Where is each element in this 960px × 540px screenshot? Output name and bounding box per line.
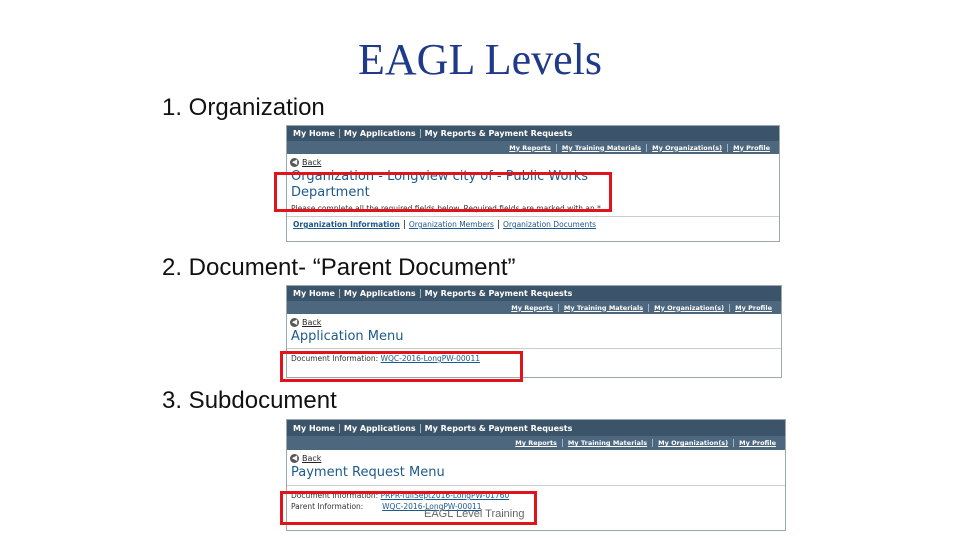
- back-arrow-icon: ◀: [291, 318, 298, 326]
- top-nav: [287, 126, 779, 141]
- back-arrow-icon: ◀: [291, 454, 298, 462]
- tab-organization-documents[interactable]: Organization Documents: [502, 220, 597, 229]
- back-label: Back: [302, 158, 322, 167]
- back-link[interactable]: [287, 154, 779, 167]
- subnav-my-training-materials[interactable]: My Training Materials: [559, 304, 649, 312]
- back-label: Back: [302, 318, 322, 327]
- highlight-box-document: [280, 351, 523, 382]
- nav-my-reports-payment-requests[interactable]: My Reports & Payment Requests: [424, 129, 573, 138]
- subnav-my-training-materials[interactable]: My Training Materials: [563, 439, 653, 447]
- section-heading-subdocument: 3. Subdocument: [162, 387, 337, 414]
- subnav-my-reports[interactable]: My Reports: [510, 439, 563, 447]
- back-label: Back: [302, 454, 322, 463]
- tab-organization-information[interactable]: Organization Information: [289, 220, 405, 229]
- nav-my-home[interactable]: My Home: [289, 289, 340, 298]
- subnav-my-organizations[interactable]: My Organization(s): [649, 304, 730, 312]
- page-heading: Organization - Longview city of - Public Works Department: [291, 169, 589, 200]
- sub-nav: [287, 301, 781, 314]
- subnav-my-profile[interactable]: My Profile: [733, 143, 770, 152]
- document-info-label: Document Information:: [291, 491, 379, 500]
- nav-my-home[interactable]: My Home: [289, 424, 340, 433]
- section-heading-document: 2. Document- “Parent Document”: [162, 254, 516, 281]
- page-heading: Application Menu: [291, 329, 404, 344]
- parent-info-link[interactable]: WQC-2016-LongPW-00011: [382, 502, 482, 511]
- document-info-label: Document Information:: [291, 354, 379, 363]
- nav-my-applications[interactable]: My Applications: [340, 289, 421, 298]
- tab-organization-members[interactable]: Organization Members: [405, 220, 499, 229]
- instructions-text: Please complete all the required fields below. Required fields are marked with an *.: [291, 204, 604, 213]
- subnav-my-reports[interactable]: My Reports: [504, 144, 557, 152]
- document-info-link[interactable]: PRPR-fullSept2016-LongPW-01760: [380, 491, 510, 500]
- nav-my-reports-payment-requests[interactable]: My Reports & Payment Requests: [424, 289, 573, 298]
- subnav-my-profile[interactable]: My Profile: [739, 439, 776, 447]
- nav-my-home[interactable]: My Home: [289, 129, 340, 138]
- slide-footer: EAGL Level Training: [424, 508, 525, 520]
- page-heading: Payment Request Menu: [291, 465, 445, 480]
- subnav-my-organizations[interactable]: My Organization(s): [653, 439, 734, 447]
- top-nav: [287, 286, 781, 301]
- sub-nav: [287, 141, 779, 154]
- highlight-box-organization: [274, 172, 612, 212]
- nav-my-applications[interactable]: My Applications: [340, 424, 421, 433]
- document-info-link[interactable]: WQC-2016-LongPW-00011: [380, 354, 480, 363]
- slide-title: EAGL Levels: [358, 35, 602, 84]
- back-link[interactable]: [287, 314, 781, 327]
- section-heading-organization: 1. Organization: [162, 94, 325, 121]
- subnav-my-reports[interactable]: My Reports: [506, 304, 559, 312]
- sub-nav: [287, 436, 785, 450]
- nav-my-reports-payment-requests[interactable]: My Reports & Payment Requests: [424, 423, 573, 433]
- subnav-my-organizations[interactable]: My Organization(s): [647, 144, 728, 152]
- subnav-my-training-materials[interactable]: My Training Materials: [557, 144, 647, 152]
- nav-my-applications[interactable]: My Applications: [340, 129, 421, 138]
- parent-info-label: Parent Information:: [291, 502, 364, 511]
- subnav-my-profile[interactable]: My Profile: [735, 303, 772, 312]
- org-tabs: [287, 216, 779, 229]
- top-nav: [287, 420, 785, 436]
- back-arrow-icon: ◀: [291, 158, 298, 166]
- back-link[interactable]: [287, 450, 785, 463]
